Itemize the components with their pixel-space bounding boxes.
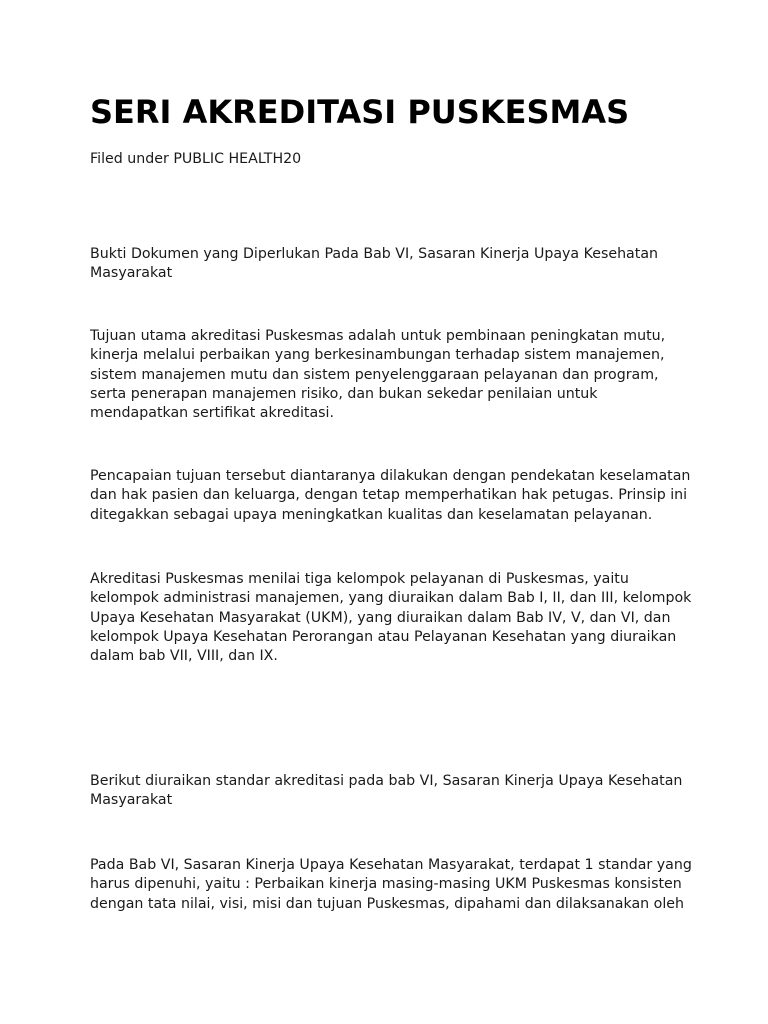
text-line: Masyarakat [90,265,173,282]
text-line: Pada Bab VI, Sasaran Kinerja Upaya Kesehatan Masyarakat, terdapat 1 standar yang [90,857,692,873]
text-line: mendapatkan sertifikat akreditasi. [90,405,334,422]
paragraph-akreditasi-menilai [90,570,690,666]
paragraph-tujuan-utama [90,327,690,423]
text-line: sistem manajemen mutu dan sistem penyelenggaraan pelayanan dan program, [90,366,659,383]
text-line: ditegakkan sebagai upaya meningkatkan kualitas dan keselamatan pelayanan. [90,506,653,523]
text-line: Bukti Dokumen yang Diperlukan Pada Bab VI, Sasaran Kinerja Upaya Kesehatan [90,246,659,262]
paragraph-pencapaian-tujuan [90,467,690,525]
text-line: kelompok administrasi manajemen, yang diuraikan dalam Bab I, II, dan III, kelompok [90,590,692,607]
text-line: Akreditasi Puskesmas menilai tiga kelompok pelayanan di Puskesmas, yaitu [90,571,629,587]
paragraph-berikut-diuraikan [90,772,690,811]
text-line: dengan tata nilai, visi, misi dan tujuan Puskesmas, dipahami dan dilaksanakan oleh [90,895,684,912]
document-title: SERI AKREDITASI PUSKESMAS [90,93,630,131]
text-line: Pencapaian tujuan tersebut diantaranya dilakukan dengan pendekatan keselamatan [90,468,691,484]
filed-under-line: Filed under PUBLIC HEALTH20 [90,151,302,167]
text-line: Berikut diuraikan standar akreditasi pada bab VI, Sasaran Kinerja Upaya Kesehatan [90,773,683,789]
text-line: Masyarakat [90,792,173,809]
text-line: dan hak pasien dan keluarga, dengan tetap memperhatikan hak petugas. Prinsip ini [90,487,688,504]
text-line: kelompok Upaya Kesehatan Perorangan atau Pelayanan Kesehatan yang diuraikan [90,628,677,645]
text-line: harus dipenuhi, yaitu : Perbaikan kinerja masing-masing UKM Puskesmas konsisten [90,876,682,893]
text-line: kinerja melalui perbaikan yang berkesinambungan terhadap sistem manajemen, [90,347,665,364]
text-line: Upaya Kesehatan Masyarakat (UKM), yang diuraikan dalam Bab IV, V, dan VI, dan [90,609,671,626]
text-line: dalam bab VII, VIII, dan IX. [90,648,278,665]
text-line: serta penerapan manajemen risiko, dan bukan sekedar penilaian untuk [90,385,598,402]
text-line: Tujuan utama akreditasi Puskesmas adalah untuk pembinaan peningkatan mutu, [90,328,666,344]
paragraph-pada-bab-vi [90,856,690,914]
paragraph-bukti-dokumen [90,245,690,284]
